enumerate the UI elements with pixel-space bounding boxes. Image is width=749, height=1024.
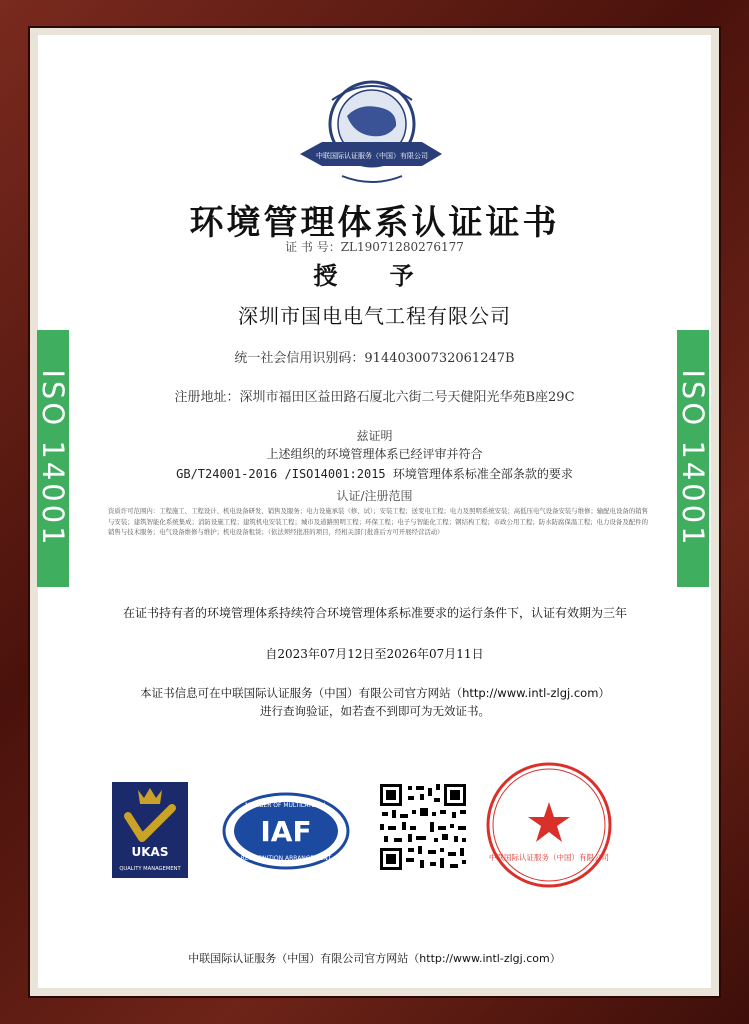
emblem-banner-text: 中联国际认证服务（中国）有限公司 <box>316 152 428 160</box>
footer-website: 中联国际认证服务（中国）有限公司官方网站（http://www.intl-zlgj.com） <box>188 952 561 965</box>
certificate-number: 证 书 号：ZL19071280276177 <box>285 240 464 254</box>
company-name: 深圳市国电电气工程有限公司 <box>238 304 511 328</box>
grant-label: 授 予 <box>313 261 436 290</box>
iaf-text: IAF <box>260 815 312 848</box>
validity-dates: 自2023年07月12日至2026年07月11日 <box>265 647 484 661</box>
verification-qr-code[interactable] <box>378 782 468 872</box>
iaf-arc-top: MEMBER OF MULTILATERAL <box>245 802 327 809</box>
iaf-logo <box>222 792 350 870</box>
certification-emblem-logo <box>292 76 448 196</box>
ukas-subtext: QUALITY MANAGEMENT <box>119 866 181 872</box>
ukas-text: UKAS <box>131 845 169 859</box>
scope-text: 资质许可范围内：工程施工、工程设计、机电设备研发、销售及服务；电力设施承装（修、试）；安装工程；送变电工程；电力及照明系统安装；高低压电气设备安装与维修；输配电设备的销售与安装；建筑智能化系统集成；消防设施工程；建筑机电安装工程；城市及道路照明工程；环保工程；电子与智能化工程；钢结构工程；市政公用工程；防水防腐保温工程；电力设备及配件的销售与技术服务；电气设备维修与维护；机电设备租赁；（依法须经批准的项目，经相关部门批准后方可开展经营活动） <box>108 507 648 536</box>
official-red-seal <box>484 760 614 890</box>
iaf-arc-bottom: RECOGNITION ARRANGEMENT <box>240 855 332 862</box>
verification-note: 本证书信息可在中联国际认证服务（中国）有限公司官方网站（http://www.intl-zlgj.com）进行查询验证，如若查不到即可为无效证书。 <box>140 686 610 718</box>
validity-statement: 在证书持有者的环境管理体系持续符合环境管理体系标准要求的运行条件下，认证有效期为三年 <box>122 606 627 620</box>
ukas-logo <box>112 782 188 878</box>
certificate-title: 环境管理体系认证证书 <box>189 203 560 243</box>
scope-heading: 认证/注册范围 <box>336 489 413 503</box>
certify-heading: 兹证明 <box>356 429 393 443</box>
seal-text: 中联国际认证服务（中国）有限公司 <box>489 853 609 862</box>
registered-address: 注册地址：深圳市福田区益田路石厦北六街二号天健阳光华苑B座29C <box>174 390 575 405</box>
standard-statement: GB/T24001-2016 /ISO14001:2015 环境管理体系标准全部条款的要求 <box>176 467 573 481</box>
conformity-statement: 上述组织的环境管理体系已经评审并符合 <box>266 447 483 461</box>
left-stripe-label: ISO 14001 <box>36 369 70 548</box>
right-stripe-label: ISO 14001 <box>676 369 710 548</box>
credit-code: 统一社会信用识别码：91440300732061247B <box>234 351 515 366</box>
